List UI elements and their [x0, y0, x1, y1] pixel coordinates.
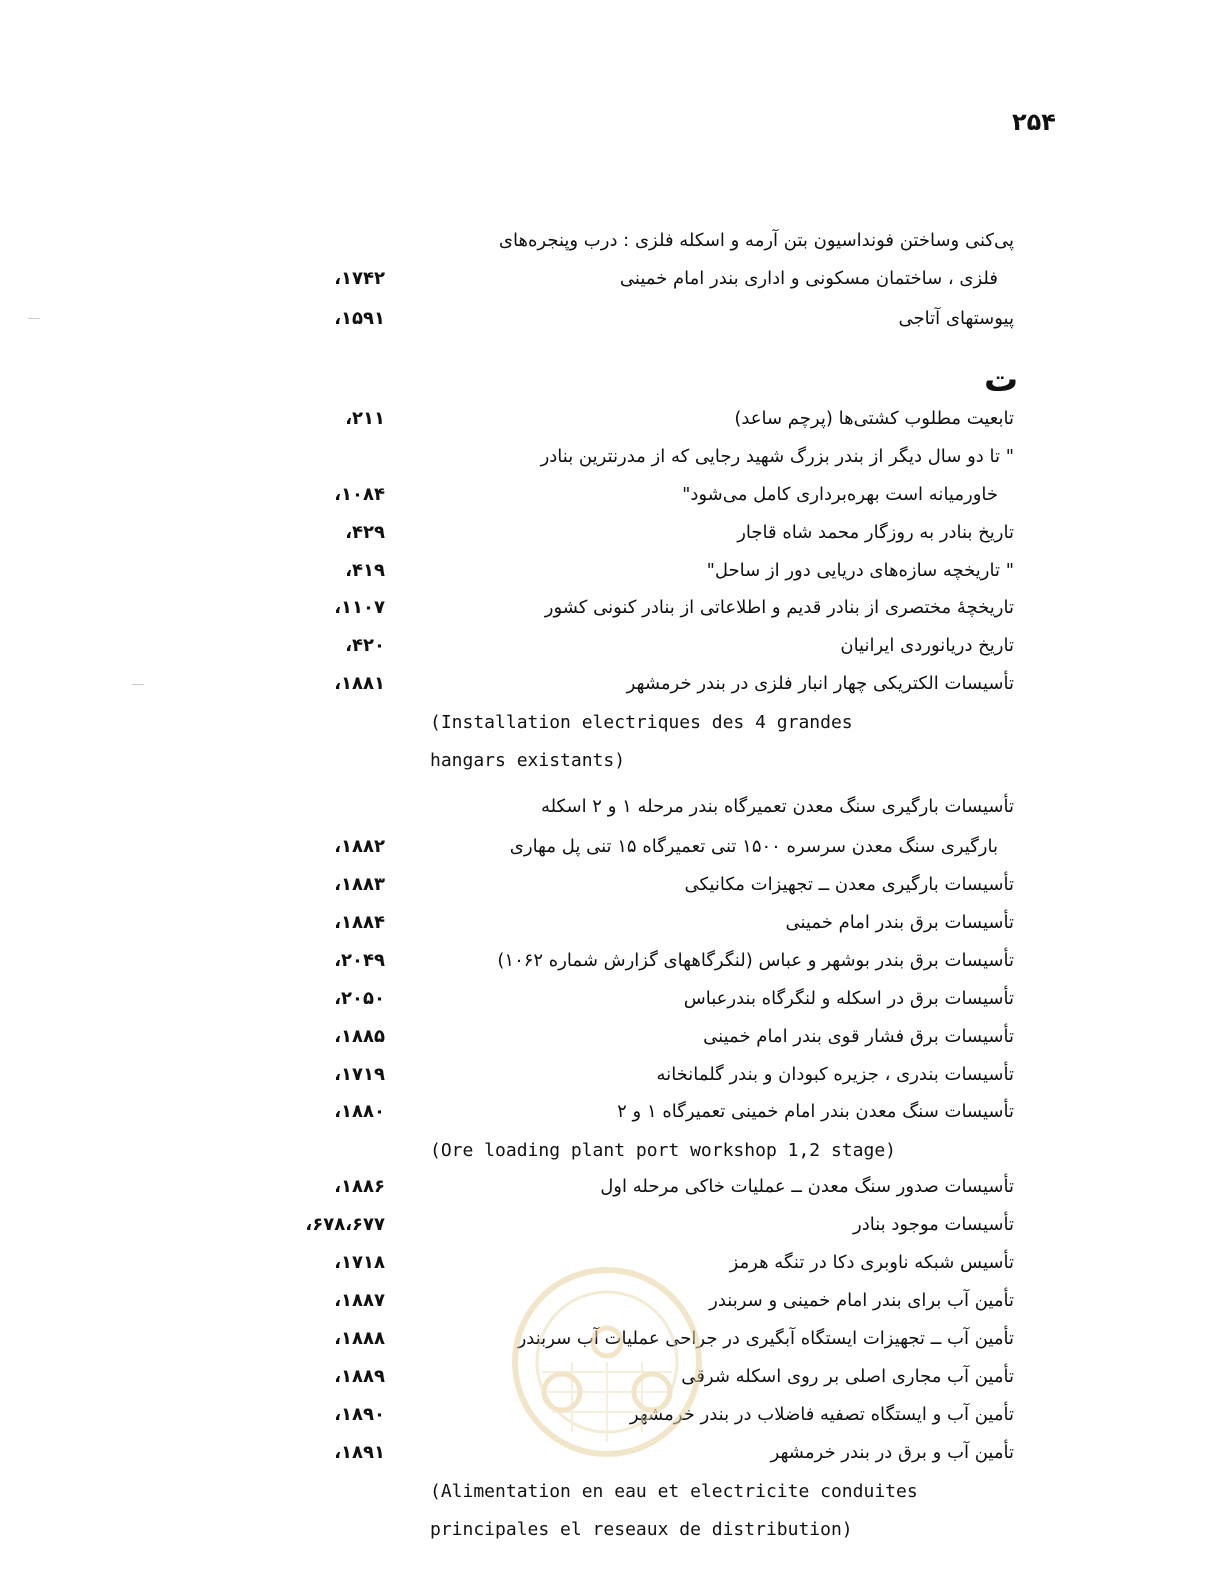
watermark-seal-icon: [502, 1262, 712, 1462]
index-entry-line: تأسیسات سنگ معدن بندر امام خمینی تعمیرگاه ۱ و ۲: [617, 1101, 1014, 1122]
page-reference: ،۴۱۹: [345, 560, 385, 581]
page-reference: ،۱۸۸۹: [334, 1366, 385, 1387]
index-entry-line: تأسیسات برق بندر بوشهر و عباس (لنگرگاههای گزارش شماره ۱۰۶۲): [497, 950, 1014, 971]
index-entry-line: تأمین آب ــ تجهیزات ایستگاه آبگیری در جراحی عملیات آب سربندر: [517, 1328, 1014, 1349]
latin-title-line: principales el reseaux de distribution): [430, 1519, 853, 1540]
index-entry-line: پیوستهای آتاجی: [898, 308, 1014, 329]
page-reference: ،۱۷۴۲: [334, 268, 385, 289]
page-reference: ،۱۸۸۸: [334, 1328, 385, 1349]
index-entry-line: تاریخ بنادر به روزگار محمد شاه قاجار: [737, 522, 1014, 543]
index-entry-line: تأسیسات صدور سنگ معدن ــ عملیات خاکی مرحله اول: [600, 1176, 1014, 1197]
index-entry-line: بارگیری سنگ معدن سرسره ۱۵۰۰ تنی تعمیرگاه ۱۵ تنی پل مهاری: [509, 836, 998, 857]
index-entry-line: تأسیس شبکه ناوبری دکا در تنگه هرمز: [729, 1252, 1014, 1273]
page-reference: ،۲۰۴۹: [334, 950, 385, 971]
page-reference: ،۱۸۸۱: [334, 673, 385, 694]
index-entry-line: خاورمیانه است بهره‌برداری کامل می‌شود": [682, 484, 998, 505]
scan-mark: [132, 684, 144, 685]
page-reference: ،۱۸۹۱: [334, 1442, 385, 1463]
index-entry-line: تابعیت مطلوب کشتی‌ها (پرچم ساعد): [734, 408, 1014, 429]
page-reference: ،۱۷۱۹: [334, 1064, 385, 1085]
latin-title-line: hangars existants): [430, 750, 626, 771]
index-entry-line: تأسیسات برق فشار قوی بندر امام خمینی: [703, 1026, 1014, 1047]
latin-title-line: (Alimentation en eau et electricite conduites: [430, 1481, 918, 1502]
page-reference: ،۱۱۰۷: [334, 597, 385, 618]
page-reference: ،۱۸۸۲: [334, 836, 385, 857]
page-reference: ،۱۷۱۸: [334, 1252, 385, 1273]
index-entry-line: تأسیسات موجود بنادر: [853, 1214, 1014, 1235]
page-number: ۲۵۴: [1012, 108, 1056, 136]
index-entry-line: پی‌کنی وساختن فونداسیون بتن آرمه و اسکله فلزی : درب وپنجره‌های: [498, 230, 1014, 251]
latin-title-line: (Ore loading plant port workshop 1,2 stage): [430, 1140, 896, 1161]
scan-mark: [28, 318, 40, 319]
index-entry-line: تأسیسات برق در اسکله و لنگرگاه بندرعباس: [683, 988, 1014, 1009]
page-reference: ،۱۸۸۰: [334, 1101, 385, 1122]
page-reference: ،۲۰۵۰: [334, 988, 385, 1009]
page-reference: ،۴۲۰: [345, 635, 385, 656]
index-entry-line: تأسیسات برق بندر امام خمینی: [785, 912, 1014, 933]
index-entry-line: تأمین آب برای بندر امام خمینی و سربندر: [709, 1290, 1014, 1311]
section-letter: ت: [984, 360, 1019, 400]
index-entry-line: تأسیسات الکتریکی چهار انبار فلزی در بندر خرمشهر: [626, 673, 1014, 694]
index-entry-line: " تاریخچه سازه‌های دریایی دور از ساحل": [706, 560, 1014, 581]
index-entry-line: تاریخچهٔ مختصری از بنادر قدیم و اطلاعاتی از بنادر کنونی کشور: [544, 597, 1014, 618]
index-entry-line: تأمین آب و ایستگاه تصفیه فاضلاب در بندر خرمشهر: [629, 1404, 1014, 1425]
index-entry-line: فلزی ، ساختمان مسکونی و اداری بندر امام خمینی: [619, 268, 998, 289]
index-entry-line: تأسیسات بارگیری سنگ معدن تعمیرگاه بندر مرحله ۱ و ۲ اسکله: [540, 796, 1014, 817]
index-entry-line: تأمین آب و برق در بندر خرمشهر: [770, 1442, 1014, 1463]
page-reference: ،۱۸۸۵: [334, 1026, 385, 1047]
page-reference: ،۱۵۹۱: [334, 308, 385, 329]
latin-title-line: (Installation electriques des 4 grandes: [430, 712, 853, 733]
index-entry-line: تأسیسات بارگیری معدن ــ تجهیزات مکانیکی: [684, 874, 1014, 895]
page-reference: ،۲۱۱: [345, 408, 385, 429]
index-entry-line: تأسیسات بندری ، جزیره کبودان و بندر گلمانخانه: [656, 1064, 1014, 1085]
index-entry-line: تأمین آب مجاری اصلی بر روی اسکله شرقی: [681, 1366, 1014, 1387]
page-reference: ،۶۷۸،۶۷۷: [305, 1214, 385, 1235]
index-entry-line: تاریخ دریانوردی ایرانیان: [840, 635, 1014, 656]
page-reference: ،۱۸۸۷: [334, 1290, 385, 1311]
page-reference: ،۱۸۸۴: [334, 912, 385, 933]
page-reference: ،۱۸۹۰: [334, 1404, 385, 1425]
page-reference: ،۱۸۸۶: [334, 1176, 385, 1197]
index-entry-line: " تا دو سال دیگر از بندر بزرگ شهید رجایی که از مدرنترین بنادر: [540, 446, 1014, 467]
page-reference: ،۱۰۸۴: [334, 484, 385, 505]
page-reference: ،۴۲۹: [345, 522, 385, 543]
page-reference: ،۱۸۸۳: [334, 874, 385, 895]
